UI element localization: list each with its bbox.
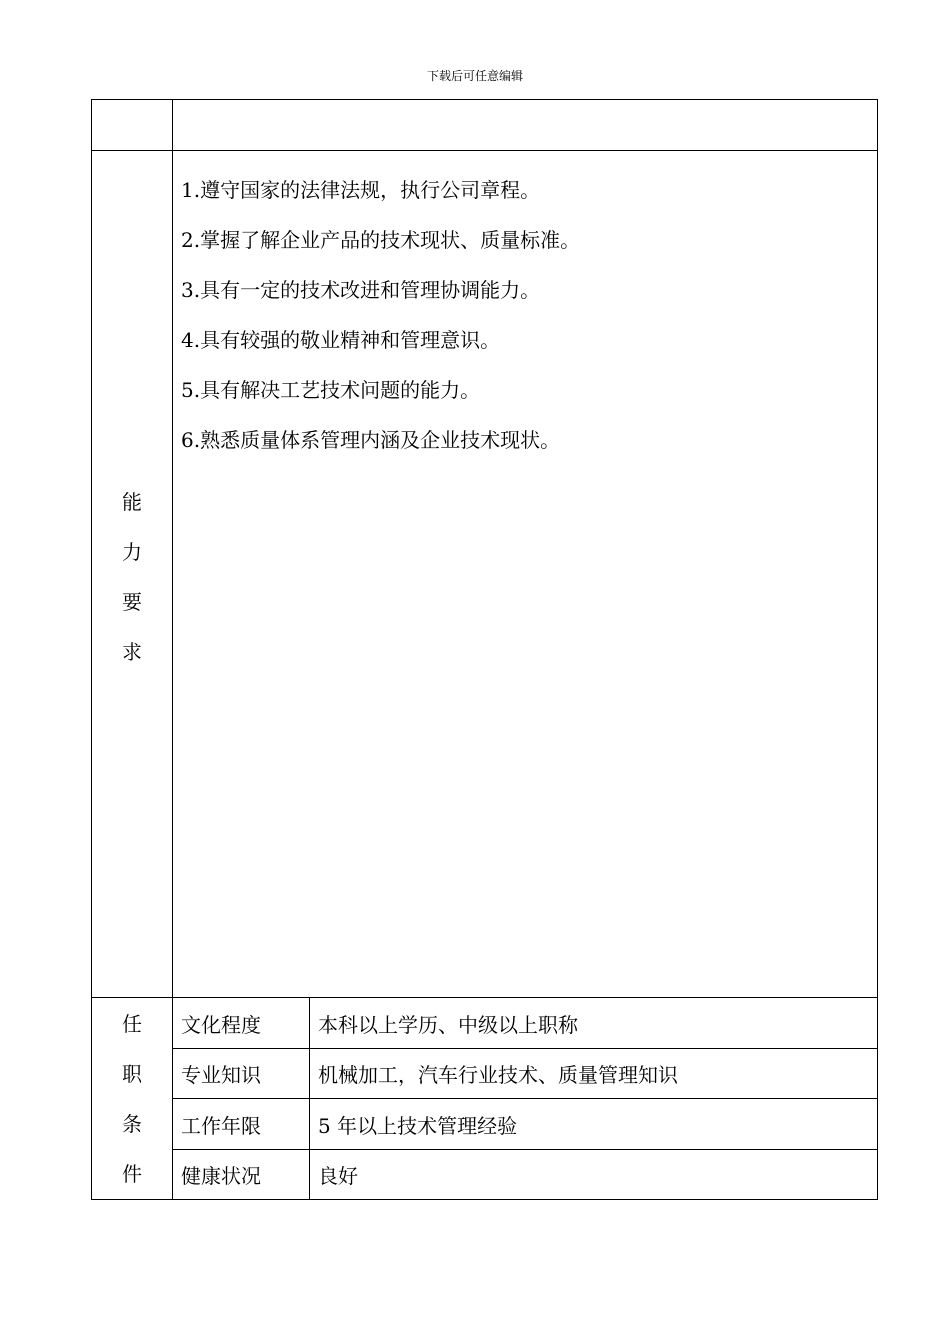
qualification-value: 良好 [310,1150,878,1200]
empty-label-cell [92,100,173,151]
qualification-row [92,998,878,1049]
ability-label-cell [92,151,173,998]
ability-item: 4.具有较强的敬业精神和管理意识。 [181,328,501,352]
qualification-value: 本科以上学历、中级以上职称 [310,998,878,1049]
qualification-row [92,1099,878,1150]
qualifications-label-char: 职 [122,1061,142,1086]
qualifications-label [92,999,172,1199]
qualification-value: 机械加工，汽车行业技术、质量管理知识 [310,1049,878,1099]
ability-label-char: 要 [122,590,142,614]
ability-item: 1.遵守国家的法律法规，执行公司章程。 [181,178,541,202]
qualification-name: 专业知识 [173,1049,310,1099]
ability-label-char: 力 [122,540,142,564]
qualification-name: 工作年限 [173,1099,310,1150]
ability-item: 5.具有解决工艺技术问题的能力。 [181,378,481,402]
qualification-row [92,1049,878,1099]
empty-row [92,100,878,151]
ability-list [173,151,877,465]
qualifications-label-char: 件 [122,1161,142,1186]
header-note: 下载后可任意编辑 [426,69,523,83]
qualification-row [92,1150,878,1200]
qualification-name: 健康状况 [173,1150,310,1200]
qualification-name: 文化程度 [173,998,310,1049]
qualifications-label-char: 条 [122,1111,142,1136]
qualifications-table [91,997,878,1200]
ability-label-char: 求 [122,640,142,664]
ability-item: 2.掌握了解企业产品的技术现状、质量标准。 [181,228,581,252]
ability-row [92,151,878,998]
ability-item: 6.熟悉质量体系管理内涵及企业技术现状。 [181,428,561,452]
ability-table [91,99,878,998]
ability-label [92,151,172,677]
ability-item: 3.具有一定的技术改进和管理协调能力。 [181,278,541,302]
ability-label-char: 能 [122,490,142,514]
qualification-value: 5 年以上技术管理经验 [310,1099,878,1150]
qualifications-label-cell [92,998,173,1200]
ability-content-cell [173,151,878,998]
empty-content-cell [173,100,878,151]
qualifications-label-char: 任 [122,1011,142,1036]
